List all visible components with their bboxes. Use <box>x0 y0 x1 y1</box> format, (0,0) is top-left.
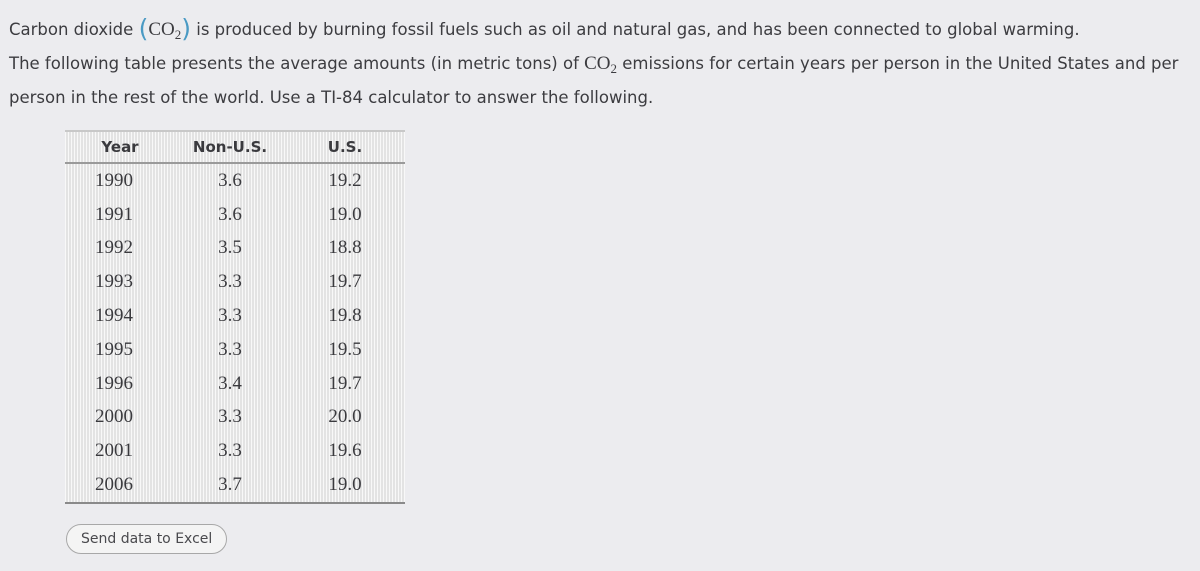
cell-us: 19.7 <box>328 271 362 293</box>
table-row <box>65 265 405 299</box>
cell-year: 1993 <box>95 271 133 293</box>
header-us: U.S. <box>285 131 405 163</box>
sentence-1-end: is produced by burning fossil fuels such as oil and natural gas, and has been connected to global warming. <box>191 20 1080 39</box>
cell-year: 1992 <box>95 237 133 259</box>
cell-us: 20.0 <box>328 406 362 428</box>
cell-year: 1991 <box>95 203 133 225</box>
header-non-us: Non-U.S. <box>175 131 285 163</box>
cell-us: 19.0 <box>328 203 362 225</box>
sentence-1-start: Carbon dioxide <box>9 20 139 39</box>
emissions-table <box>65 130 405 504</box>
table-row <box>65 401 405 435</box>
cell-year: 1995 <box>95 338 133 360</box>
co2-co: CO <box>148 19 175 40</box>
cell-non-us: 3.6 <box>218 169 242 191</box>
cell-us: 19.6 <box>328 440 362 462</box>
cell-year: 2001 <box>95 440 133 462</box>
cell-non-us: 3.5 <box>218 237 242 259</box>
co2-formula <box>148 19 181 40</box>
table-row <box>65 299 405 333</box>
table-row <box>65 163 405 198</box>
cell-non-us: 3.6 <box>218 203 242 225</box>
cell-us: 19.2 <box>328 169 362 191</box>
close-paren: ) <box>181 14 191 43</box>
table-row <box>65 333 405 367</box>
cell-us: 19.5 <box>328 338 362 360</box>
cell-non-us: 3.3 <box>218 406 242 428</box>
problem-sentence-1 <box>9 12 1194 47</box>
table-row <box>65 434 405 468</box>
problem-statement <box>9 12 1194 115</box>
cell-year: 2006 <box>95 474 133 496</box>
table-row <box>65 232 405 266</box>
cell-us: 19.8 <box>328 305 362 327</box>
cell-year: 2000 <box>95 406 133 428</box>
cell-non-us: 3.7 <box>218 474 242 496</box>
open-paren: ( <box>138 14 149 43</box>
co2-subscript: 2 <box>174 27 182 42</box>
cell-non-us: 3.3 <box>218 271 242 293</box>
send-to-excel-button[interactable]: Send data to Excel <box>66 524 227 554</box>
header-year: Year <box>65 131 175 163</box>
cell-non-us: 3.3 <box>218 305 242 327</box>
co2-co-inline: CO <box>584 53 611 74</box>
co2-subscript-inline: 2 <box>610 61 618 76</box>
sentence-2-end: emissions for certain years per person in the United States and per person in the rest of the world. Use a TI-84 calculator to answer the following. <box>9 54 1179 107</box>
cell-year: 1994 <box>95 305 133 327</box>
cell-us: 18.8 <box>328 237 362 259</box>
cell-non-us: 3.4 <box>218 372 242 394</box>
table-row <box>65 198 405 232</box>
cell-year: 1990 <box>95 169 133 191</box>
cell-year: 1996 <box>95 372 133 394</box>
cell-us: 19.7 <box>328 372 362 394</box>
cell-non-us: 3.3 <box>218 440 242 462</box>
problem-sentence-2 <box>9 47 1194 115</box>
table-row <box>65 468 405 503</box>
co2-formula-inline <box>584 53 617 74</box>
table-header-row <box>65 131 405 163</box>
cell-us: 19.0 <box>328 474 362 496</box>
cell-non-us: 3.3 <box>218 338 242 360</box>
sentence-2-start: The following table presents the average amounts (in metric tons) of <box>9 54 585 73</box>
table-row <box>65 367 405 401</box>
